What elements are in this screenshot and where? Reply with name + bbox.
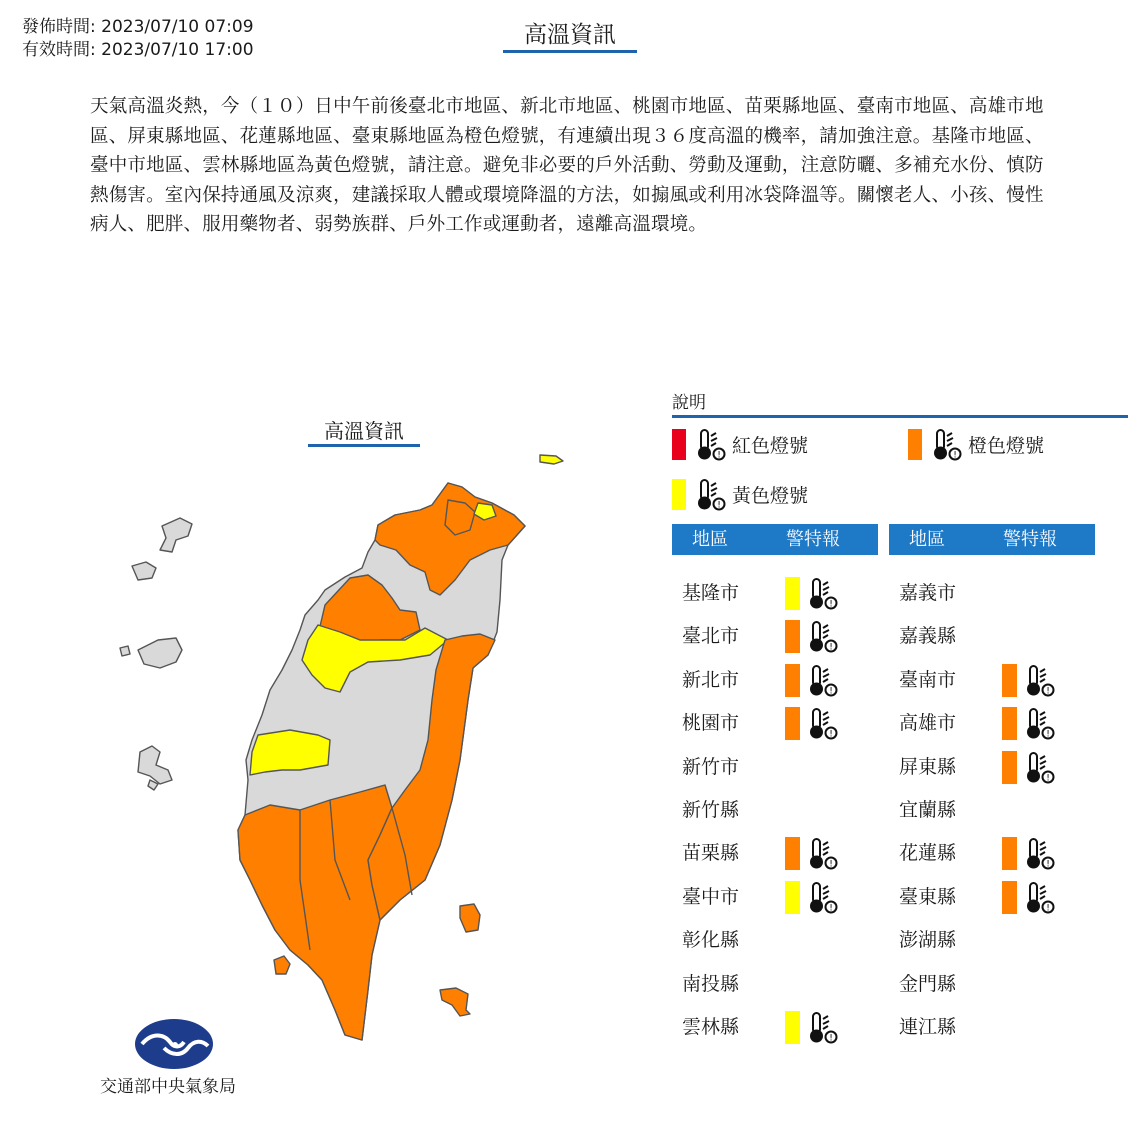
region-name: 新竹市 (682, 755, 740, 778)
region-name: 屏東縣 (899, 755, 957, 778)
map-island-matsu-2 (132, 562, 156, 580)
thermometer-icon (806, 618, 838, 654)
svg-text:!: ! (953, 450, 957, 461)
region-name: 新北市 (682, 668, 740, 691)
map-island-guishan (540, 455, 563, 464)
thermometer-icon (806, 662, 838, 698)
thermometer-icon (1023, 662, 1055, 698)
thermometer-icon (806, 879, 838, 915)
table-row (672, 835, 878, 871)
column-warning: 警特報 (1003, 529, 1057, 550)
table-row (672, 879, 878, 915)
column-warning: 警特報 (786, 529, 840, 550)
legend-yellow-label: 黃色燈號 (732, 484, 809, 507)
warning-level-swatch (785, 1011, 800, 1044)
table-row (889, 922, 1095, 958)
region-name: 澎湖縣 (899, 929, 957, 952)
region-name: 金門縣 (899, 972, 957, 995)
legend-orange-swatch (908, 429, 922, 460)
region-name: 臺中市 (682, 885, 740, 908)
legend-red-swatch (672, 429, 686, 460)
legend-red-label: 紅色燈號 (732, 434, 809, 457)
svg-text:!: ! (829, 1033, 833, 1044)
svg-text:!: ! (829, 729, 833, 740)
svg-text:!: ! (717, 450, 721, 461)
table-row (672, 662, 878, 698)
region-name: 宜蘭縣 (899, 799, 957, 821)
map-island-orchid (440, 988, 470, 1016)
table-header-right (889, 524, 1095, 555)
region-name: 南投縣 (682, 972, 740, 995)
region-name: 嘉義縣 (899, 625, 957, 648)
svg-text:!: ! (717, 500, 721, 511)
region-name: 桃園市 (682, 712, 740, 735)
table-row (889, 662, 1095, 698)
map-island-greenisland (460, 904, 480, 932)
thermometer-icon (694, 477, 726, 511)
table-row (672, 749, 878, 785)
table-row (889, 966, 1095, 1002)
table-row (672, 618, 878, 654)
svg-text:!: ! (1046, 773, 1050, 784)
cwb-logo-icon (134, 1018, 214, 1070)
thermometer-icon (930, 427, 962, 461)
thermometer-icon (806, 835, 838, 871)
table-row (889, 792, 1095, 828)
table-row (889, 749, 1095, 785)
warning-level-swatch (1002, 751, 1017, 784)
region-name: 苗栗縣 (682, 842, 740, 865)
svg-text:!: ! (829, 599, 833, 610)
valid-time: 有效時間: 2023/07/10 17:00 (22, 40, 254, 60)
table-row (889, 879, 1095, 915)
warning-level-swatch (785, 620, 800, 653)
table-row (672, 966, 878, 1002)
svg-text:!: ! (829, 686, 833, 697)
thermometer-icon (806, 1009, 838, 1045)
thermometer-icon (1023, 705, 1055, 741)
svg-text:!: ! (1046, 729, 1050, 740)
warning-level-swatch (1002, 707, 1017, 740)
svg-text:!: ! (1046, 903, 1050, 914)
table-row (672, 705, 878, 741)
legend-yellow (672, 477, 808, 511)
table-row (672, 1009, 878, 1045)
region-name: 高雄市 (899, 712, 957, 735)
svg-text:!: ! (829, 903, 833, 914)
warning-level-swatch (785, 837, 800, 870)
thermometer-icon (806, 705, 838, 741)
legend-orange-label: 橙色燈號 (968, 434, 1045, 457)
map-island-kinmen-2 (120, 646, 130, 656)
legend-orange (908, 427, 1044, 461)
thermometer-icon (1023, 749, 1055, 785)
table-row (889, 1009, 1095, 1045)
map-island-xiaoliuqiu (274, 956, 290, 974)
agency-name: 交通部中央氣象局 (100, 1077, 236, 1097)
table-row (889, 618, 1095, 654)
table-row (672, 922, 878, 958)
warning-description: 天氣高溫炎熱，今（１０）日中午前後臺北市地區、新北市地區、桃園市地區、苗栗縣地區、臺南市地區、高雄市地區、屏東縣地區、花蓮縣地區、臺東縣地區為橙色燈號，有連續出現３６度高溫的機率，請加強注意。基隆市地區、臺中市地區、雲林縣地區為黃色燈號，請注意。避免非必要的戶外活動、勞動及運動，注意防曬、多補充水份、慎防熱傷害。室內保持通風及涼爽，建議採取人體或環境降溫的方法，如搧風或利用冰袋降溫等。關懷老人、小孩、慢性病人、肥胖、服用藥物者、弱勢族群、戶外工作或運動者，遠離高溫環境。 (90, 96, 1044, 235)
thermometer-icon (694, 427, 726, 461)
svg-text:!: ! (829, 859, 833, 870)
warning-level-swatch (1002, 837, 1017, 870)
region-name: 花蓮縣 (899, 842, 957, 865)
region-name: 連江縣 (899, 1016, 957, 1038)
table-row (889, 835, 1095, 871)
column-region: 地區 (692, 529, 728, 550)
table-row (672, 792, 878, 828)
svg-text:!: ! (1046, 686, 1050, 697)
map-island-penghu (138, 746, 172, 784)
map-title: 高溫資訊 (308, 418, 420, 447)
table-row (889, 575, 1095, 611)
thermometer-icon (806, 575, 838, 611)
region-name: 新竹縣 (682, 799, 740, 821)
legend-yellow-swatch (672, 479, 686, 510)
legend-title: 說明 (672, 392, 1128, 418)
map-island-matsu-1 (160, 518, 192, 552)
region-name: 臺北市 (682, 625, 740, 648)
table-header-left (672, 524, 878, 555)
issue-time: 發佈時間: 2023/07/10 07:09 (22, 17, 254, 37)
region-name: 臺南市 (899, 668, 957, 691)
warning-level-swatch (1002, 881, 1017, 914)
svg-text:!: ! (829, 642, 833, 653)
page-title: 高溫資訊 (503, 20, 637, 53)
map-island-kinmen-1 (138, 638, 182, 668)
thermometer-icon (1023, 879, 1055, 915)
region-name: 基隆市 (682, 582, 740, 604)
svg-text:!: ! (1046, 859, 1050, 870)
warning-level-swatch (785, 664, 800, 697)
region-name: 臺東縣 (899, 885, 957, 908)
region-name: 彰化縣 (682, 929, 740, 952)
region-name: 雲林縣 (682, 1016, 740, 1038)
warning-level-swatch (1002, 664, 1017, 697)
table-row (672, 575, 878, 611)
warning-level-swatch (785, 881, 800, 914)
thermometer-icon (1023, 835, 1055, 871)
column-region: 地區 (909, 529, 945, 550)
map-region-south (238, 785, 392, 1040)
legend-red (672, 427, 808, 461)
table-row (889, 705, 1095, 741)
warning-level-swatch (785, 707, 800, 740)
warning-level-swatch (785, 577, 800, 610)
region-name: 嘉義市 (899, 582, 957, 604)
